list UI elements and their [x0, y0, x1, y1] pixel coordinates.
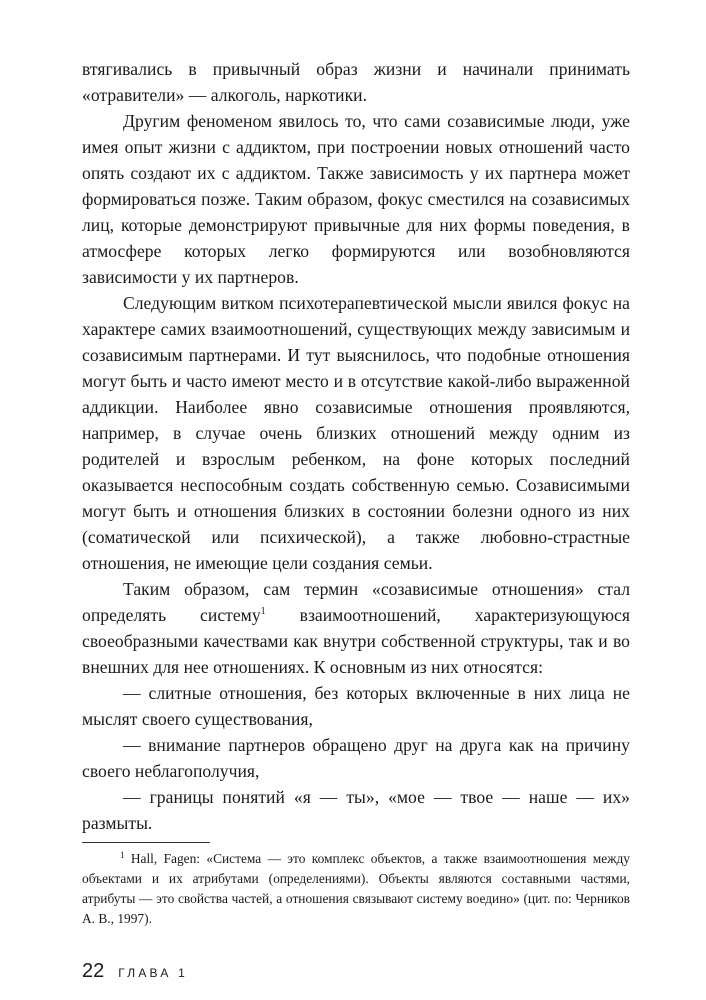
footnote-marker: 1 [120, 850, 125, 860]
footnote-reference[interactable]: 1 [260, 606, 266, 617]
list-item-3: — границы понятий «я — ты», «мое — твое — наше — их» размыты. [82, 787, 630, 833]
main-text [82, 56, 630, 836]
page-footer [82, 960, 188, 990]
paragraph-2: Другим феноменом явилось то, что сами созависимые люди, уже имея опыт жизни с аддиктом, при построении новых отношений часто опять создают их с аддиктом. Также зависимость у их партнера может формироваться позже. Таким образом, фокус сместился на созависимых лиц, которые демонстрируют привычные для них формы поведения, в атмосфере которых легко формируются или возобновляются зависимости у их партнеров. [82, 111, 630, 287]
footnote-text: Hall, Fagen: «Система — это комплекс объектов, а также взаимоотношения между объектами и их атрибутами (определениями). Объекты являются составными частями, атрибуты — это свойства частей, а отношения связывают систему воедино» (цит. по: Черников А. В., 1997). [82, 851, 630, 926]
paragraph-4 [82, 576, 630, 680]
paragraph-1: втягивались в привычный образ жизни и начинали принимать «отравители» — алкоголь, наркотики. [82, 59, 630, 105]
paragraph-3: Следующим витком психотерапевтической мысли явился фокус на характере самих взаимоотношений, существующих между зависимым и созависимым партнерами. И тут выяснилось, что подобные отношения могут быть и часто имеют место и в отсутствие какой-либо выраженной аддикции. Наиболее явно созависимые отношения проявляются, например, в случае очень близких отношений между одним из родителей и взрослым ребенком, на фоне которых последний оказывается неспособным создать собственную семью. Созависимыми могут быть и отношения близких в состоянии болезни одного из них (соматической или психической), а также любовно-страстные отношения, не имеющие цели создания семьи. [82, 293, 630, 573]
list-item-1: — слитные отношения, без которых включенные в них лица не мыслят своего существования, [82, 683, 630, 729]
paragraph-4-end: взаимоотношений, характеризующуюся своеобразными качествами как внутри собственной структуры, так и во внешних для нее отношениях. К основным из них относятся: [82, 605, 630, 677]
footnote-divider [82, 842, 210, 843]
footnote [82, 849, 630, 929]
page-number: 22 [82, 960, 105, 982]
paragraph-4-start: Таким образом, сам термин «созависимые отношения» стал определять систему [82, 579, 630, 625]
list-item-2: — внимание партнеров обращено друг на друга как на причину своего неблагополучия, [82, 735, 630, 781]
chapter-label: ГЛАВА 1 [118, 966, 188, 980]
